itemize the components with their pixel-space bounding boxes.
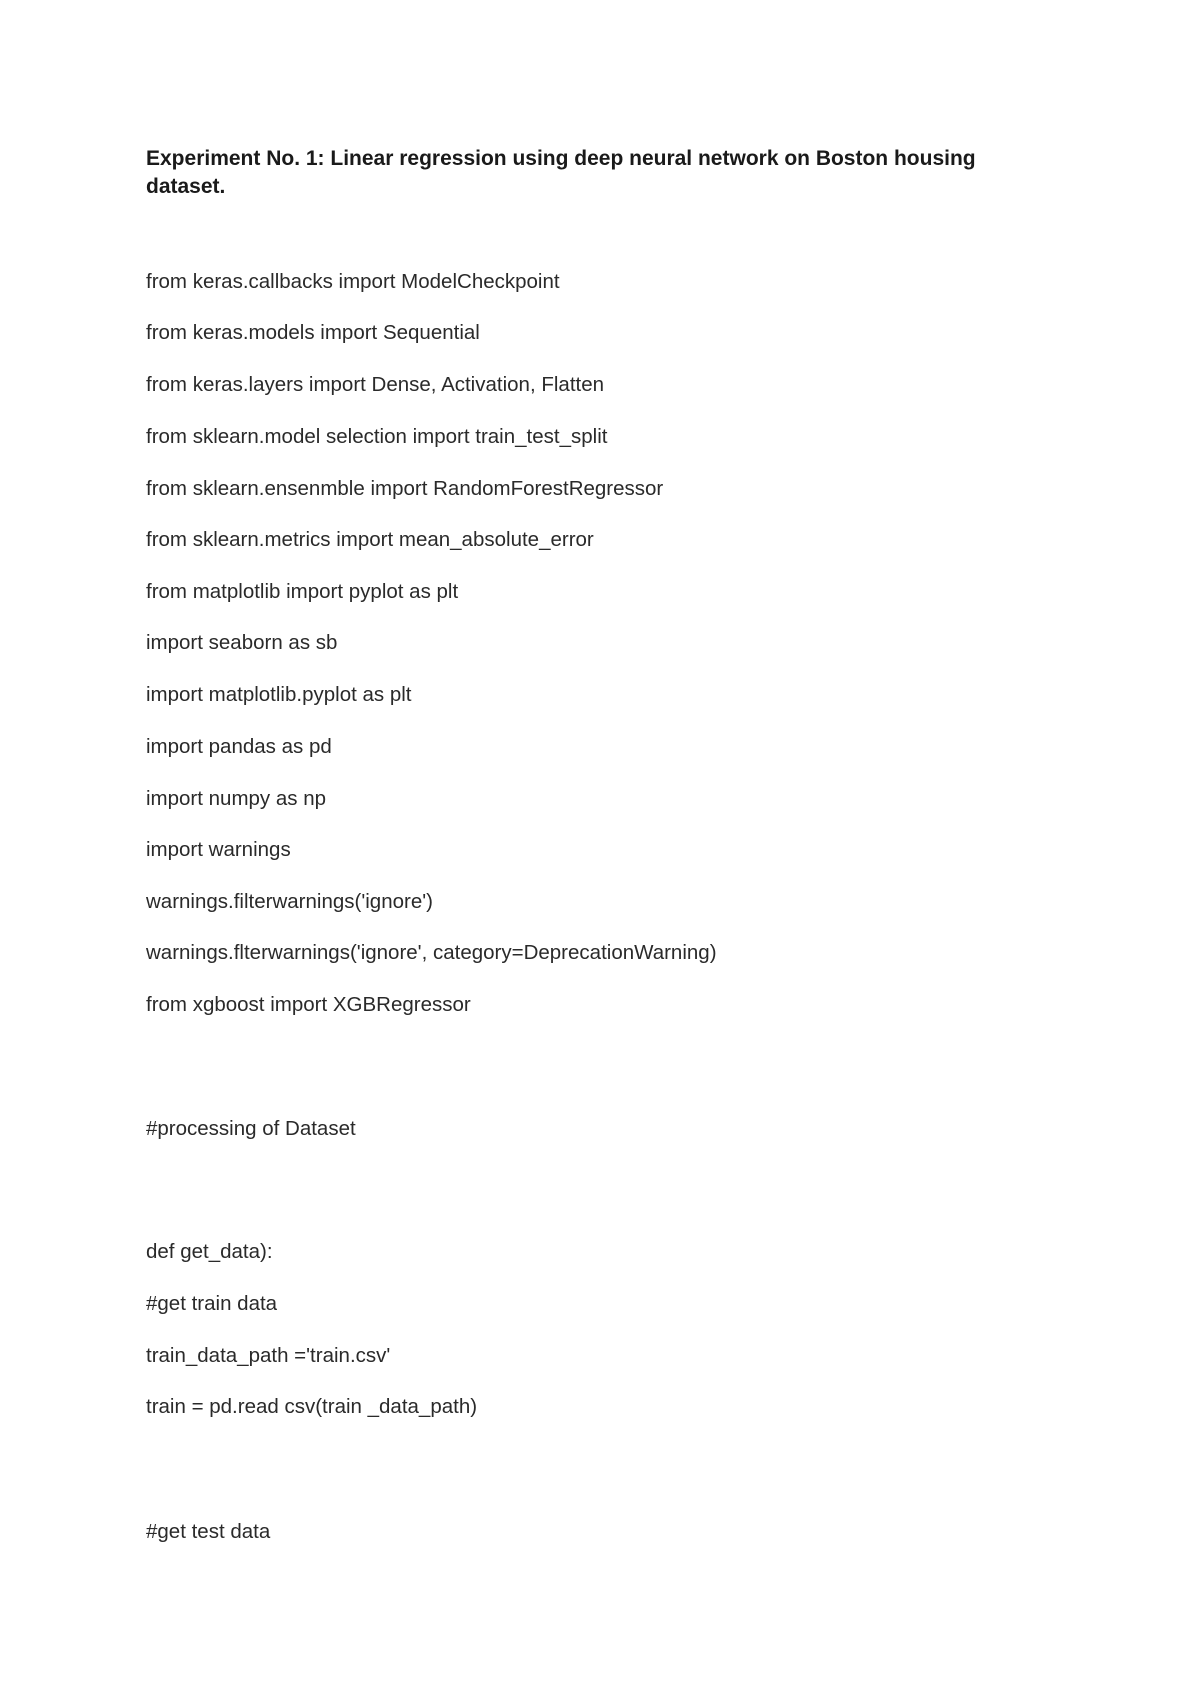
comment-line: #processing of Dataset bbox=[146, 1117, 356, 1140]
code-line: import matplotlib.pyplot as plt bbox=[146, 683, 412, 706]
code-line: train = pd.read csv(train _data_path) bbox=[146, 1395, 478, 1418]
code-line: from keras.models import Sequential bbox=[146, 321, 480, 344]
code-line: from keras.callbacks import ModelCheckpoint bbox=[146, 270, 560, 293]
code-line: warnings.flterwarnings('ignore', category=DeprecationWarning) bbox=[146, 941, 717, 964]
code-line: warnings.filterwarnings('ignore') bbox=[146, 890, 433, 913]
experiment-title: Experiment No. 1: Linear regression using deep neural network on Boston housing dataset. bbox=[146, 147, 976, 198]
code-line: from keras.layers import Dense, Activation, Flatten bbox=[146, 373, 605, 396]
code-line: def get_data): bbox=[146, 1240, 273, 1263]
code-line: from xgboost import XGBRegressor bbox=[146, 993, 471, 1016]
comment-line: #get train data bbox=[146, 1292, 278, 1315]
code-line: from sklearn.ensenmble import RandomForestRegressor bbox=[146, 477, 664, 500]
code-line: train_data_path ='train.csv' bbox=[146, 1344, 391, 1367]
code-line: from matplotlib import pyplot as plt bbox=[146, 580, 459, 603]
comment-line: #get test data bbox=[146, 1520, 271, 1543]
code-line: import warnings bbox=[146, 838, 291, 861]
code-line: import seaborn as sb bbox=[146, 631, 338, 654]
code-line: from sklearn.model selection import train_test_split bbox=[146, 425, 608, 448]
code-line: import pandas as pd bbox=[146, 735, 332, 758]
code-line: import numpy as np bbox=[146, 787, 327, 810]
code-line: from sklearn.metrics import mean_absolute_error bbox=[146, 528, 594, 551]
